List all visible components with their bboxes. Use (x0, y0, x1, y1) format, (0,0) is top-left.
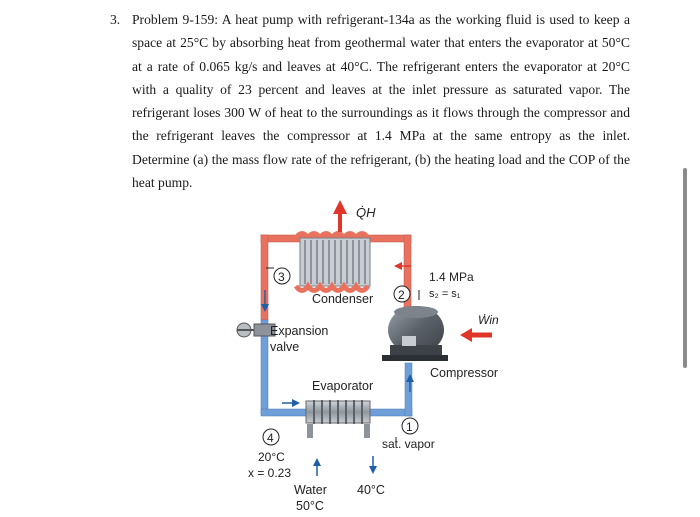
pressure-label: 1.4 MPa (429, 270, 474, 284)
expansion-label-line1: Expansion (270, 324, 329, 338)
qh-label: Q̇H (356, 205, 376, 220)
evaporator-coil (306, 400, 370, 438)
entropy-label: s₂ = s₁ (429, 288, 461, 300)
problem-number: 3. (110, 12, 121, 27)
condenser-coil (296, 234, 370, 291)
state-1-label: 1 (406, 420, 413, 434)
water-temp-label: 50°C (296, 499, 324, 513)
sat-vapor-label: sat. vapor (382, 437, 435, 451)
state-2-label: 2 (398, 288, 405, 302)
inlet-temp-label: 20°C (258, 450, 285, 464)
compressor-icon (382, 306, 448, 361)
problem-text: Problem 9-159: A heat pump with refrigerant-134a as the working fluid is used to keep a space at 25°C by absorbing heat from geothermal water that enters the evaporator at 50°C at a rate of 0.065 kg/s and leaves at 40°C. The refrigerant enters the evaporator at 20°C with a quality of 23 percent and leaves at the inlet pressure as saturated vapor. The refrigerant loses 300 W of heat to the surroundings as it flows through the compressor and the refrigerant leaves the compressor at 1.4 MPa at the same entropy as the inlet. Determine (a) the mass flow rate of the refrigerant, (b) the heating load and the COP of the heat pump. (132, 12, 630, 191)
state-3-label: 3 (278, 270, 285, 284)
condenser-label: Condenser (312, 292, 374, 306)
evaporator-label: Evaporator (312, 379, 374, 393)
expansion-label-line2: valve (270, 340, 300, 354)
win-label: Ẇin (478, 313, 499, 327)
compressor-label: Compressor (430, 366, 499, 380)
water-label: Water (294, 483, 327, 497)
water-out-temp-label: 40°C (357, 483, 385, 497)
quality-label: x = 0.23 (248, 466, 292, 480)
state-4-label: 4 (267, 431, 274, 445)
